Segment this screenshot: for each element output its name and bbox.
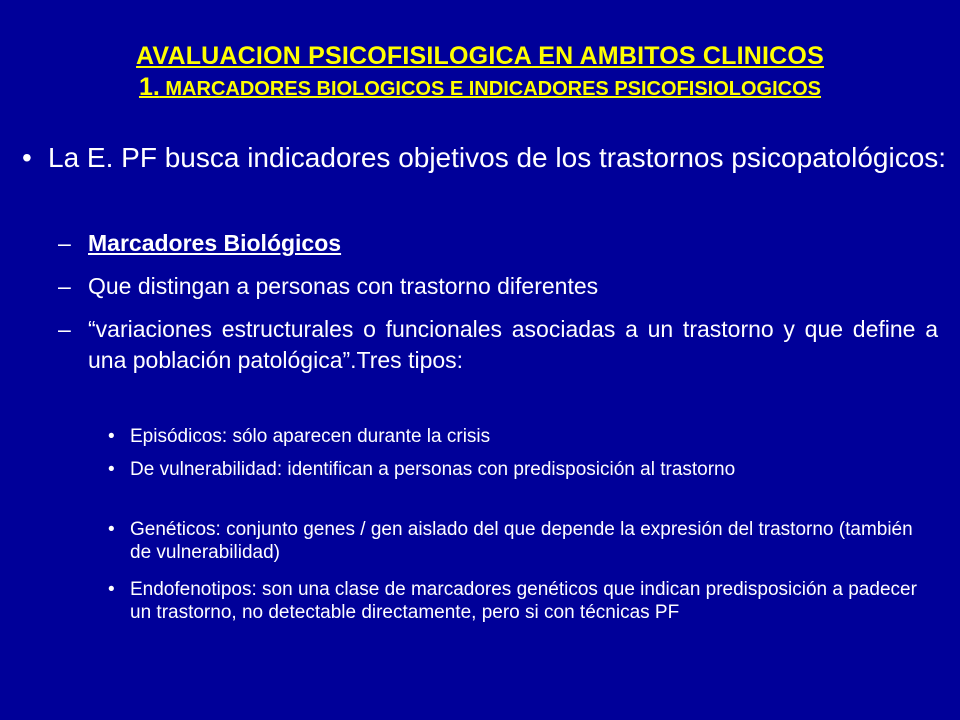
main-point xyxy=(22,140,952,176)
sub-point-text: “variaciones estructurales o funcionales asociadas a un trastorno y que define a una población patológica”.Tres tipos: xyxy=(88,316,938,373)
title-line-2 xyxy=(0,72,960,104)
sub-point-biological-markers xyxy=(58,228,938,259)
sub-point-distinguish xyxy=(58,271,938,302)
dash-marker: – xyxy=(58,230,71,256)
dash-marker: – xyxy=(58,273,71,299)
type-text: De vulnerabilidad: identifican a personas con predisposición al trastorno xyxy=(130,459,736,480)
dash-marker: – xyxy=(58,316,71,342)
slide-title xyxy=(0,40,960,104)
type-episodic xyxy=(108,425,938,448)
title-line-2-text: MARCADORES BIOLOGICOS E INDICADORES PSICOFISIOLOGICOS xyxy=(159,78,822,100)
bullet-marker: • xyxy=(108,426,115,447)
bullet-marker: • xyxy=(108,459,115,480)
sub-point-definition xyxy=(58,314,938,376)
type-text: Endofenotipos: son una clase de marcadores genéticos que indican predisposición a padecer un trastorno, no detectable directamente, pero si con técnicas PF xyxy=(130,579,917,623)
type-text: Genéticos: conjunto genes / gen aislado del que depende la expresión del trastorno (también de vulnerabilidad) xyxy=(130,519,913,563)
type-text: Episódicos: sólo aparecen durante la crisis xyxy=(130,426,491,447)
bullet-marker: • xyxy=(108,519,115,540)
type-genetic xyxy=(108,518,938,564)
type-vulnerability xyxy=(108,458,938,481)
title-line-1: AVALUACION PSICOFISILOGICA EN AMBITOS CLINICOS xyxy=(136,42,824,70)
bullet-marker: • xyxy=(108,579,115,600)
sub-point-text: Que distingan a personas con trastorno diferentes xyxy=(88,273,599,299)
type-endophenotype xyxy=(108,578,938,624)
main-point-text: La E. PF busca indicadores objetivos de los trastornos psicopatológicos: xyxy=(48,142,947,173)
bullet-marker: • xyxy=(22,142,32,173)
sub-point-text: Marcadores Biológicos xyxy=(88,230,342,256)
title-number: 1. xyxy=(138,73,160,101)
